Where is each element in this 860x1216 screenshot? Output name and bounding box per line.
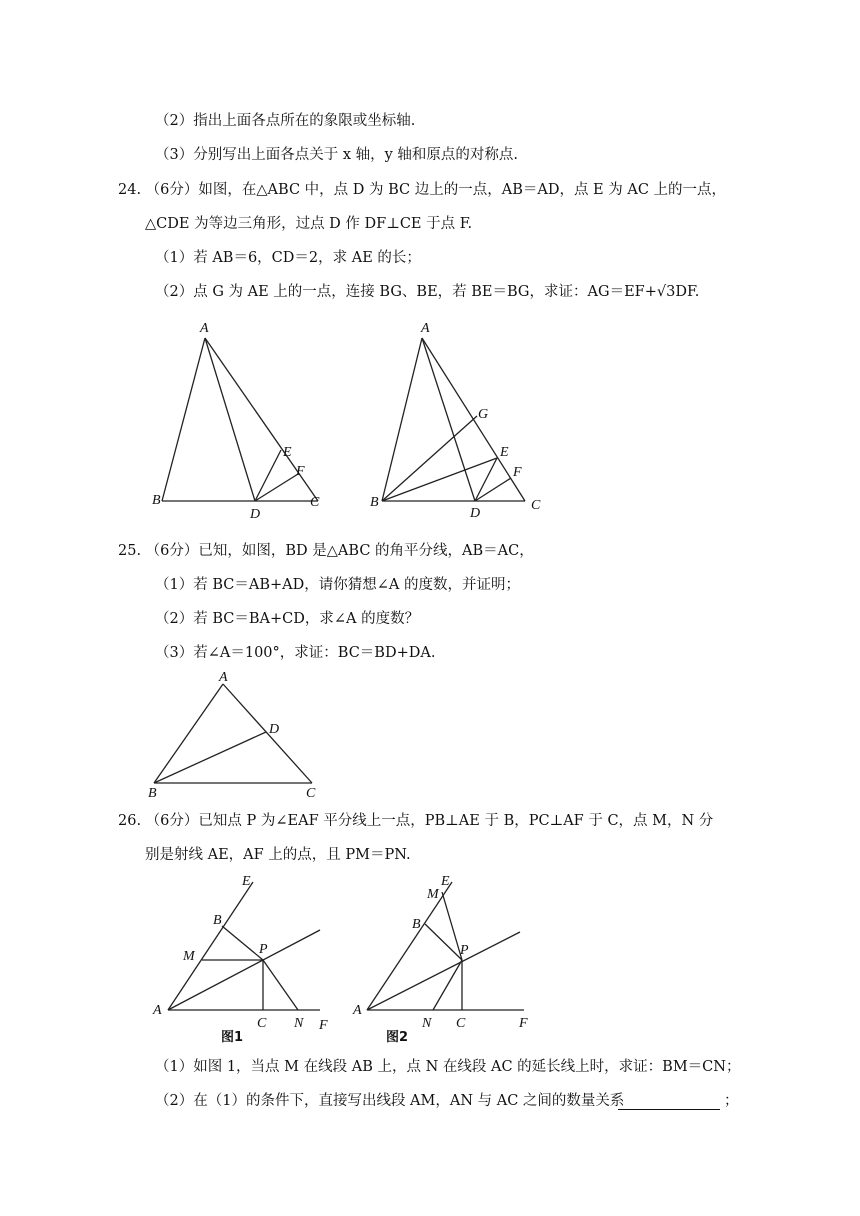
q23-part3: （3）分别写出上面各点关于 x 轴，y 轴和原点的对称点. — [155, 147, 519, 163]
fig1-label-d: D — [250, 507, 261, 522]
fig1-label-b: B — [213, 913, 222, 928]
q25-figure — [140, 665, 330, 800]
fig1-label-e: E — [283, 445, 292, 460]
q25-part2: （2）若 BC＝BA+CD，求∠A 的度数？ — [155, 611, 420, 627]
q25-label-d: D — [269, 722, 280, 737]
q26-figure-1 — [150, 872, 340, 1047]
fig1-label-c: C — [257, 1016, 267, 1031]
fig1-label-e: E — [242, 874, 251, 889]
q24-stem-line2: △CDE 为等边三角形，过点 D 作 DF⊥CE 于点 F. — [145, 216, 473, 232]
fig1-label-m: M — [183, 949, 195, 964]
q25-label-b: B — [148, 786, 157, 800]
q26-figure-2 — [352, 872, 542, 1047]
fig2-label-m: M — [427, 887, 439, 902]
q24-stem-line1: 24. （6分）如图，在△ABC 中，点 D 为 BC 边上的一点，AB＝AD，点 E 为 AC 上的一点， — [118, 182, 727, 198]
fig2-label-d: D — [470, 506, 481, 521]
fig2-label-g: G — [478, 407, 489, 422]
fig2-label-n: N — [422, 1016, 432, 1031]
q25-label-c: C — [306, 786, 316, 800]
fig2-label-c: C — [456, 1016, 466, 1031]
fig1-caption: 图1 — [221, 1030, 244, 1045]
q26-stem-line2: 别是射线 AE，AF 上的点，且 PM＝PN. — [145, 847, 411, 863]
q23-part2: （2）指出上面各点所在的象限或坐标轴. — [155, 113, 416, 129]
fig1-label-a: A — [200, 321, 209, 336]
fig2-label-b: B — [370, 495, 379, 510]
fig1-label-p: P — [259, 942, 268, 957]
fig2-label-p: P — [460, 943, 469, 958]
fig1-label-b: B — [152, 493, 161, 508]
q24-figure-2 — [365, 318, 550, 523]
q26-stem-line1: 26. （6分）已知点 P 为∠EAF 平分线上一点，PB⊥AE 于 B，PC⊥AF 于 C，点 M，N 分 — [118, 813, 714, 829]
fig1-label-f: F — [319, 1018, 328, 1033]
fig1-label-a: A — [153, 1003, 162, 1018]
fig2-label-e: E — [500, 445, 509, 460]
fig2-caption: 图2 — [386, 1030, 409, 1045]
fig1-label-n: N — [294, 1016, 304, 1031]
fig2-label-e: E — [441, 874, 450, 889]
fig2-label-a: A — [421, 321, 430, 336]
q24-part1: （1）若 AB＝6，CD＝2，求 AE 的长； — [155, 250, 421, 266]
fig2-label-c: C — [531, 498, 541, 513]
fig2-label-a: A — [353, 1003, 362, 1018]
q25-label-a: A — [219, 670, 228, 685]
q25-stem: 25. （6分）已知，如图，BD 是△ABC 的角平分线，AB＝AC， — [118, 543, 534, 559]
q24-part2: （2）点 G 为 AE 上的一点，连接 BG、BE，若 BE＝BG，求证：AG＝EF+√3DF. — [155, 284, 700, 300]
q25-part3: （3）若∠A＝100°，求证：BC＝BD+DA. — [155, 645, 436, 661]
q26-part1: （1）如图 1，当点 M 在线段 AB 上，点 N 在线段 AC 的延长线上时，求证：BM＝CN； — [155, 1059, 741, 1075]
q26-part2: （2）在（1）的条件下，直接写出线段 AM，AN 与 AC 之间的数量关系 — [155, 1093, 625, 1109]
fig1-label-f: F — [296, 464, 305, 479]
fig1-label-c: C — [310, 495, 320, 510]
fig2-label-f: F — [519, 1016, 528, 1031]
answer-blank — [618, 1093, 720, 1110]
fig2-label-b: B — [412, 917, 421, 932]
q24-figure-1 — [150, 318, 340, 523]
fig2-label-f: F — [513, 465, 522, 480]
q26-part2-end: ； — [724, 1093, 739, 1109]
q25-part1: （1）若 BC＝AB+AD，请你猜想∠A 的度数，并证明； — [155, 577, 520, 593]
